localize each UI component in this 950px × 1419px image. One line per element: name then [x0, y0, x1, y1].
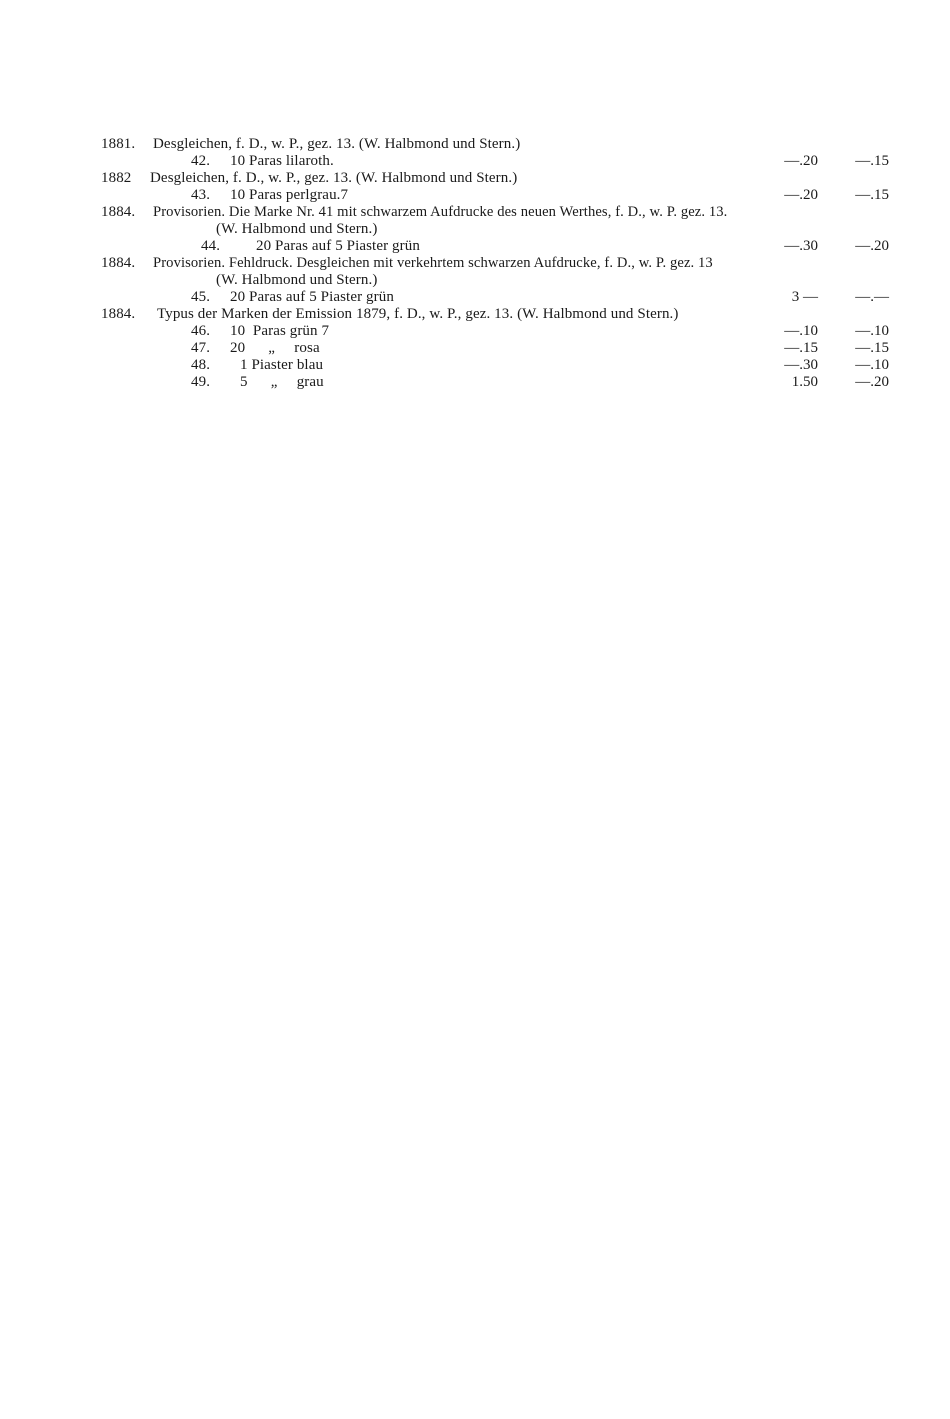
stamp-price-unused: 3 — [791, 289, 818, 305]
stamp-number: 44. [201, 238, 221, 254]
stamp-description: 10 Paras lilaroth. [230, 153, 334, 169]
stamp-price-unused: —.20 [784, 187, 818, 203]
stamp-number: 48. [191, 357, 211, 373]
stamp-number: 43. [191, 187, 211, 203]
stamp-price-unused: —.30 [784, 238, 818, 254]
entry-heading: Typus der Marken der Emission 1879, f. D., w. P., gez. 13. (W. Halbmond und Stern.) [157, 306, 679, 322]
stamp-price-used: —.10 [855, 323, 889, 339]
stamp-description: 10 Paras perlgrau.7 [230, 187, 349, 203]
stamp-description: 20 Paras auf 5 Piaster grün [256, 238, 420, 254]
stamp-price-used: —.15 [855, 187, 889, 203]
entry-heading: Desgleichen, f. D., w. P., gez. 13. (W. Halbmond und Stern.) [150, 170, 518, 186]
stamp-number: 49. [191, 374, 211, 390]
stamp-price-used: —.— [855, 289, 889, 305]
stamp-number: 47. [191, 340, 211, 356]
stamp-price-unused: 1.50 [791, 374, 818, 390]
entry-year: 1884. [101, 306, 136, 322]
entry-heading-continued: (W. Halbmond und Stern.) [216, 221, 378, 237]
entry-year: 1884. [101, 255, 136, 271]
entry-heading: Provisorien. Die Marke Nr. 41 mit schwarzem Aufdrucke des neuen Werthes, f. D., w. P. gez. 13. [153, 204, 728, 220]
stamp-number: 45. [191, 289, 211, 305]
entry-year: 1881. [101, 136, 136, 152]
stamp-number: 42. [191, 153, 211, 169]
stamp-price-used: —.10 [855, 357, 889, 373]
stamp-description: 5 „ grau [240, 374, 324, 390]
entry-year: 1882 [101, 170, 132, 186]
stamp-description: 20 Paras auf 5 Piaster grün [230, 289, 394, 305]
stamp-description: 1 Piaster blau [240, 357, 324, 373]
entry-heading-continued: (W. Halbmond und Stern.) [216, 272, 378, 288]
entry-heading: Provisorien. Fehldruck. Desgleichen mit verkehrtem schwarzen Aufdrucke, f. D., w. P. gez. 13 [153, 255, 713, 271]
stamp-price-unused: —.20 [784, 153, 818, 169]
stamp-price-used: —.15 [855, 153, 889, 169]
stamp-description: 10 Paras grün 7 [230, 323, 330, 339]
stamp-price-unused: —.30 [784, 357, 818, 373]
stamp-number: 46. [191, 323, 211, 339]
stamp-description: 20 „ rosa [230, 340, 320, 356]
stamp-price-used: —.20 [855, 374, 889, 390]
stamp-price-used: —.15 [855, 340, 889, 356]
stamp-price-unused: —.15 [784, 340, 818, 356]
entry-year: 1884. [101, 204, 136, 220]
entry-heading: Desgleichen, f. D., w. P., gez. 13. (W. Halbmond und Stern.) [153, 136, 521, 152]
stamp-price-used: —.20 [855, 238, 889, 254]
stamp-price-unused: —.10 [784, 323, 818, 339]
